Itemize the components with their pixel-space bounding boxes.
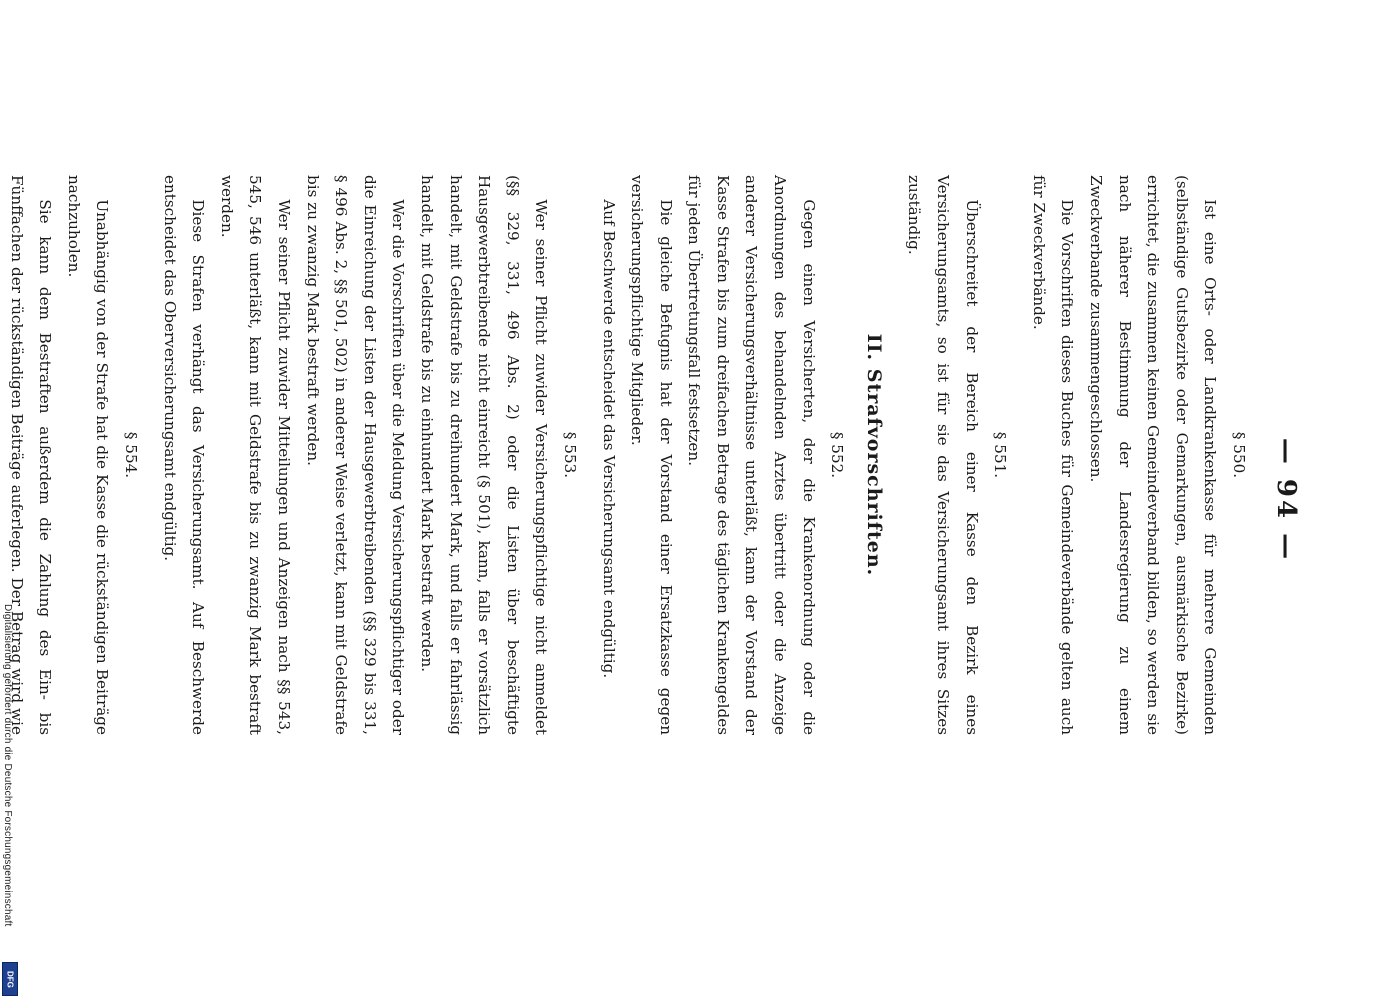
page-number: — 94 — xyxy=(1271,437,1301,563)
paragraph-550: Ist eine Orts- oder Landkrankenkasse für mehrere Gemeinden (selbständige Gutsbezirke oder Gemarkungen, ausmärkische Bezirke) errichtet, die zusammen keinen Gemeindeverband bilden, so werden sie nach näherer Bestimmung der Landesregierung zu einem Zweckverbande zusammengeschlossen. xyxy=(1087,175,1220,735)
section-title-554: § 554. xyxy=(122,431,141,479)
chapter-heading: II. Strafvorschriften. xyxy=(862,333,885,577)
paragraph-552: Gegen einen Versicherten, der die Krankenordnung oder die Anordnungen des behandelnden Arztes übertritt oder die Anzeige anderer Versicherungsverhältnisse unterläßt, kann der Vorstand der Kasse Strafen bis zum dreifachen Betrage des täglichen Krankengeldes für jeden Übertretungsfall festsetzen. xyxy=(685,175,818,735)
paragraph-553-3: Wer seiner Pflicht zuwider Mitteilungen und Anzeigen nach §§ 543, 545, 546 unterläßt, kann mit Geldstrafe bis zu zwanzig Mark bestraft werden. xyxy=(217,175,293,735)
dfg-logo-text: DFG xyxy=(5,970,15,988)
paragraph-554-2: Sie kann dem Bestraften außerdem die Zahlung des Ein- bis Fünffachen der rückständigen Beiträge auferlegen. Der Betrag wird wie xyxy=(7,175,55,735)
paragraph-553: Wer seiner Pflicht zuwider Versicherungspflichtige nicht anmeldet (§§ 329, 331, 496 Abs. 2) oder die Listen über beschäftigte Hausgewerbtreibende nicht einreicht (§ 501), kann, falls er vorsätzlich handelt, mit Geldstrafe bis zu dreihundert Mark, und falls er fahrlässig handelt, mit Geldstrafe bis zu einhundert Mark bestraft werden. xyxy=(417,175,551,735)
digitization-footer xyxy=(0,0,16,1000)
text-column xyxy=(0,175,1255,735)
paragraph-553-4: Diese Strafen verhängt das Versicherungsamt. Auf Beschwerde entscheidet das Oberversicherungsamt endgültig. xyxy=(160,175,208,735)
paragraph-551: Überschreitet der Bereich einer Kasse den Bezirk eines Versicherungsamts, so ist für sie das Versicherungsamt ihres Sitzes zuständig. xyxy=(905,175,981,735)
section-title-553: § 553. xyxy=(560,431,579,479)
digitization-note: Digitalisierung gefördert durch die Deutsche Forschungsgemeinschaft xyxy=(2,604,13,927)
paragraph-554: Unabhängig von der Strafe hat die Kasse die rückständigen Beiträge nachzuholen. xyxy=(64,175,112,735)
paragraph-552-2: Die gleiche Befugnis hat der Vorstand einer Ersatzkasse gegen versicherungspflichtige Mitglieder. xyxy=(628,175,675,735)
paragraph-553-2: Wer die Vorschriften über die Meldung Versicherungspflichtiger oder die Einreichung der Listen der Hausgewerbtreibenden (§§ 329 bis 331, § 496 Abs. 2, §§ 501, 502) in anderer Weise verletzt, kann mit Geldstrafe bis zu zwanzig Mark bestraft werden. xyxy=(303,175,408,735)
dfg-logo xyxy=(2,962,18,996)
section-title-550: § 550. xyxy=(1230,431,1248,479)
paragraph-552-3: Auf Beschwerde entscheidet das Versicherungsamt endgültig. xyxy=(599,199,618,679)
section-title-552: § 552. xyxy=(828,431,847,479)
section-title-551: § 551. xyxy=(991,431,1010,479)
paragraph-550-2: Die Vorschriften dieses Buches für Gemeindeverbände gelten auch für Zweckverbände. xyxy=(1029,175,1077,735)
